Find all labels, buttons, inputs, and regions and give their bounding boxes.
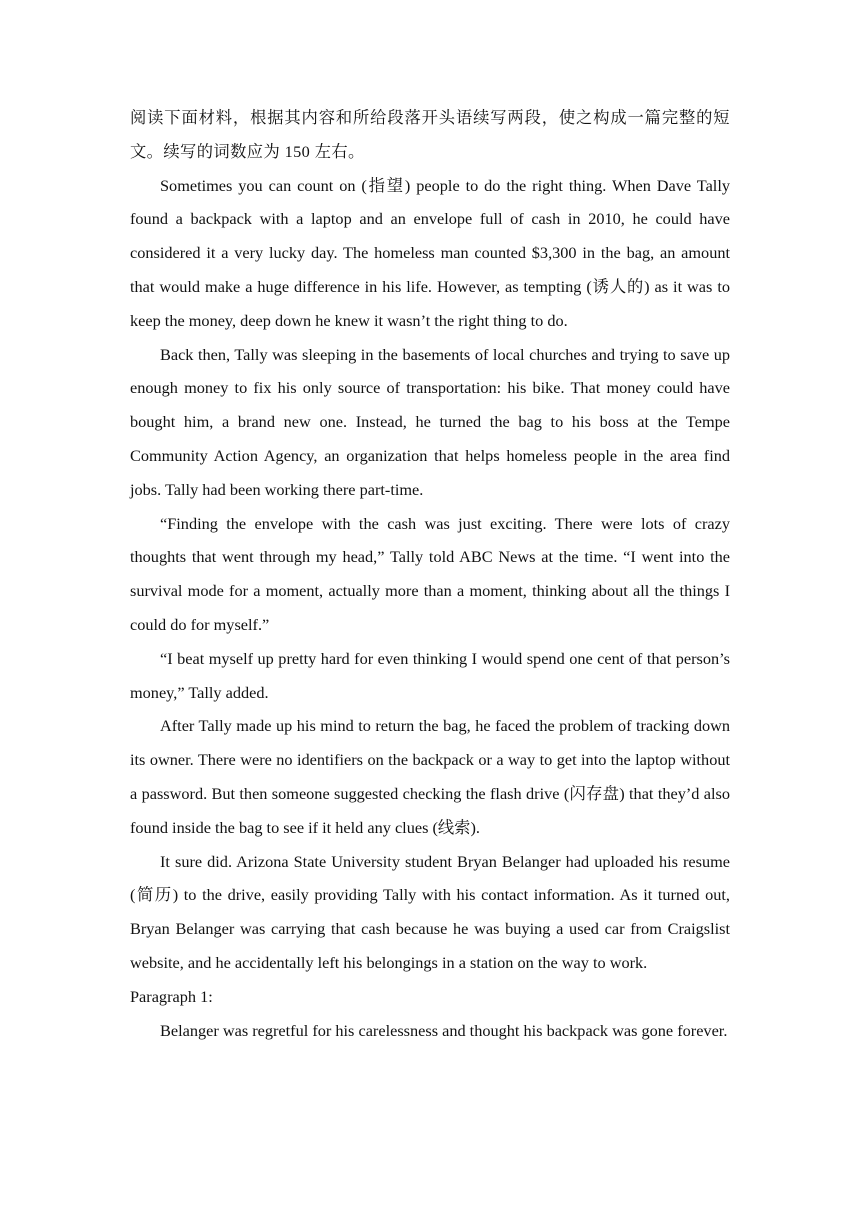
story-paragraph-5: After Tally made up his mind to return the bag, he faced the problem of tracking down its owner. There were no identifiers on the backpack or a way to get into the laptop without a password. But then someone suggested checking the flash drive (闪存盘) that they’d also found inside the bag to see if it held any clues (线索). — [130, 716, 730, 837]
story-paragraph-3: “Finding the envelope with the cash was just exciting. There were lots of crazy thoughts that went through my head,” Tally told ABC News at the time. “I went into the survival mode for a moment, actually more than a moment, thinking about all the things I could do for myself.” — [130, 513, 730, 634]
paragraph-1-opening: Belanger was regretful for his carelessness and thought his backpack was gone forever. — [160, 1020, 728, 1040]
paragraph-1-label: Paragraph 1: — [130, 986, 213, 1006]
instructions-text: 阅读下面材料，根据其内容和所给段落开头语续写两段，使之构成一篇完整的短文。续写的词数应为 150 左右。 — [130, 108, 730, 161]
story-paragraph-4: “I beat myself up pretty hard for even thinking I would spend one cent of that person’s money,” Tally added. — [130, 648, 730, 702]
story-paragraph-1: Sometimes you can count on (指望) people to do the right thing. When Dave Tally found a backpack with a laptop and an envelope full of cash in 2010, he could have considered it a very lucky day. The homeless man counted $3,300 in the bag, an amount that would make a huge difference in his life. However, as tempting (诱人的) as it was to keep the money, deep down he knew it wasn’t the right thing to do. — [130, 175, 730, 330]
document-page — [130, 101, 730, 1047]
story-paragraph-2: Back then, Tally was sleeping in the basements of local churches and trying to save up enough money to fix his only source of transportation: his bike. That money could have bought him, a brand new one. Instead, he turned the bag to his boss at the Tempe Community Action Agency, an organization that helps homeless people in the area find jobs. Tally had been working there part-time. — [130, 344, 730, 499]
story-paragraph-6: It sure did. Arizona State University student Bryan Belanger had uploaded his resume (简历) to the drive, easily providing Tally with his contact information. As it turned out, Bryan Belanger was carrying that cash because he was buying a used car from Craigslist website, and he accidentally left his belongings in a station on the way to work. — [130, 851, 730, 972]
